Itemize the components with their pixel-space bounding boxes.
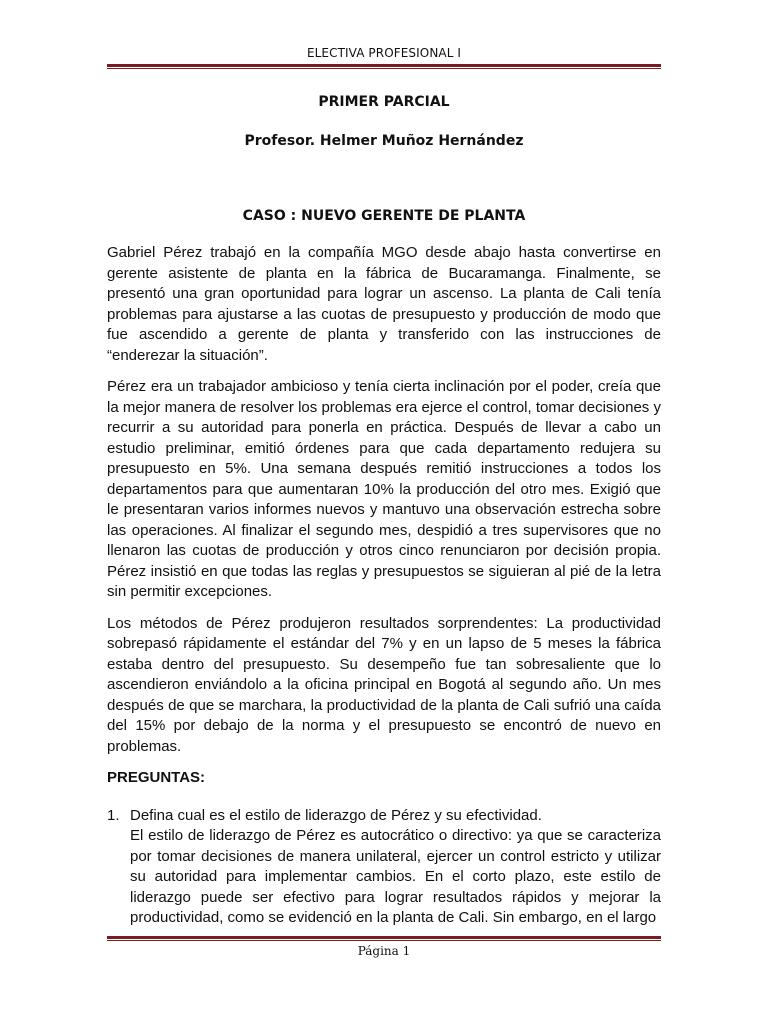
paragraph-1: Gabriel Pérez trabajó en la compañía MGO desde abajo hasta convertirse en gerente asistente de planta en la fábrica de Bucaramanga. Finalmente, se presentó una gran oportunidad para lograr un ascenso. La planta de Cali tenía problemas para ajustarse a las cuotas de presupuesto y producción de modo que fue ascendido a gerente de planta y transferido con las instrucciones de “enderezar la situación”.: [107, 244, 661, 364]
paragraph-2: Pérez era un trabajador ambicioso y tenía cierta inclinación por el poder, creía que la mejor manera de resolver los problemas era ejerce el control, tomar decisiones y recurrir a su autoridad para ponerla en práctica. Después de llevar a cabo un estudio preliminar, emitió órdenes para que cada departamento redujera su presupuesto en 5%. Una semana después remitió instrucciones a todos los departamentos para que aumentaran 10% la producción del otro mes. Exigió que le presentaran varios informes nuevos y mantuvo una observación estrecha sobre las operaciones. Al finalizar el segundo mes, despidió a tres supervisores que no llenaron las cuotas de producción y otros cinco renunciaron por decisión propia. Pérez insistió en que todas las reglas y presupuestos se siguieran al pié de la letra sin permitir excepciones.: [107, 378, 661, 600]
answer-text: El estilo de liderazgo de Pérez es autocrático o directivo: ya que se caracteriza por tomar decisiones de manera unilateral, ejercer un control estricto y utilizar su autoridad para implementar cambios. En el corto plazo, este estilo de liderazgo puede ser efectivo para lograr resultados rápidos y mejorar la productividad, como se evidenció en la planta de Cali. Sin embargo, en el largo: [130, 827, 661, 926]
document-body: [107, 243, 661, 929]
questions-heading: PREGUNTAS:: [107, 769, 206, 786]
header-rule: [107, 64, 661, 69]
exam-title: PRIMER PARCIAL: [318, 94, 450, 110]
case-title: CASO : NUEVO GERENTE DE PLANTA: [242, 208, 526, 224]
question-text: Defina cual es el estilo de liderazgo de Pérez y su efectividad.: [130, 806, 542, 824]
page-number: Página 1: [357, 944, 411, 958]
footer-rule: [107, 936, 661, 941]
paragraph-3: Los métodos de Pérez produjeron resultados sorprendentes: La productividad sobrepasó rápidamente el estándar del 7% y en un lapso de 5 meses la fábrica estaba dentro del presupuesto. Su desempeño fue tan sobresaliente que lo ascendieron enviándolo a la oficina principal en Bogotá al segundo año. Un mes después de que se marchara, la productividad de la planta de Cali sufrió una caída del 15% por debajo de la norma y el presupuesto se encontró de nuevo en problemas.: [107, 614, 661, 755]
professor-name: Profesor. Helmer Muñoz Hernández: [244, 133, 524, 149]
questions-list: [107, 806, 661, 929]
question-number: 1.: [107, 806, 120, 824]
list-item: [107, 806, 661, 929]
page-header: ELECTIVA PROFESIONAL I: [306, 46, 462, 60]
